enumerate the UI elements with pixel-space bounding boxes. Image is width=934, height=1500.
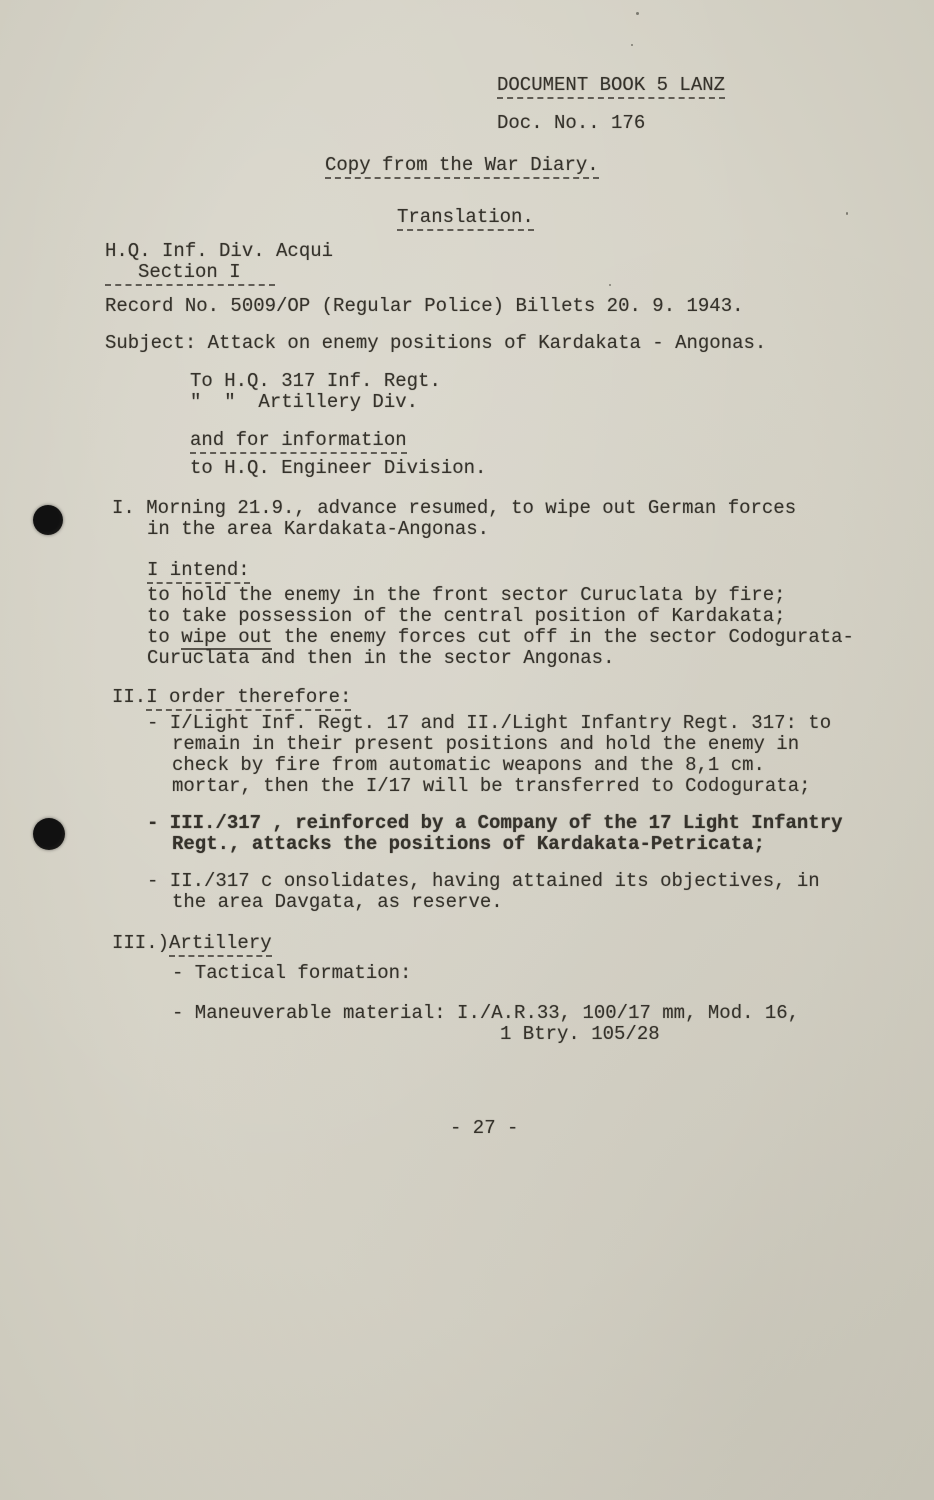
order-item2-line-2: Regt., attacks the positions of Kardakata-Petricata; — [172, 833, 765, 855]
section1-paragraph-line-1: I. Morning 21.9., advance resumed, to wipe out German forces — [112, 497, 797, 519]
org-line: H.Q. Inf. Div. Acqui — [105, 240, 334, 262]
copy-heading — [325, 155, 904, 176]
paper-speck — [636, 12, 639, 15]
order-item3-line-2: the area Davgata, as reserve. — [172, 891, 503, 913]
document-number: Doc. No.. 176 — [497, 112, 646, 134]
addressee-line-2: " " Artillery Div. — [190, 391, 419, 413]
artillery-item-2-line-2: 1 Btry. 105/28 — [500, 1023, 660, 1045]
intend-heading-text: I intend: — [147, 559, 250, 584]
intend-line-3-prefix: to — [147, 626, 182, 648]
section2-heading — [112, 687, 904, 708]
order-item1-line-3: check by fire from automatic weapons and the 8,1 cm. — [172, 754, 765, 776]
order-item1-line-4: mortar, then the I/17 will be transferred to Codogurata; — [172, 775, 811, 797]
addressee-line-1: To H.Q. 317 Inf. Regt. — [190, 370, 441, 392]
page-number: - 27 - — [450, 1117, 519, 1139]
intend-line-3-rest: the enemy forces cut off in the sector Codogurata- — [272, 626, 854, 648]
section2-numeral: II. — [112, 686, 147, 708]
order-item3-line-1: - II./317 c onsolidates, having attained its objectives, in — [147, 870, 820, 892]
document-book-title-text: DOCUMENT BOOK 5 LANZ — [497, 74, 725, 99]
section3-heading — [112, 933, 904, 954]
info-addressee-line: to H.Q. Engineer Division. — [190, 457, 487, 479]
intend-line-1: to hold the enemy in the front sector Curuclata by fire; — [147, 584, 786, 606]
section3-heading-text: Artillery — [169, 932, 272, 957]
artillery-item-1: - Tactical formation: — [172, 962, 412, 984]
artillery-item-2-line-1: - Maneuverable material: I./A.R.33, 100/17 mm, Mod. 16, — [172, 1002, 800, 1024]
paper-speck — [609, 284, 611, 286]
copy-heading-text: Copy from the War Diary. — [325, 154, 599, 179]
section-underline — [105, 262, 275, 286]
section-line-text: Section I — [138, 261, 241, 283]
info-heading — [190, 430, 904, 451]
order-item1-line-1: - I/Light Inf. Regt. 17 and II./Light Infantry Regt. 317: to — [147, 712, 832, 734]
order-item2-line-1: - III./317 , reinforced by a Company of the 17 Light Infantry — [147, 812, 843, 834]
hole-punch-icon — [33, 818, 65, 850]
order-item1-line-2: remain in their present positions and hold the enemy in — [172, 733, 800, 755]
intend-line-4: Curuclata and then in the sector Angonas. — [147, 647, 615, 669]
intend-line-3 — [147, 627, 904, 648]
section1-paragraph-line-2: in the area Kardakata-Angonas. — [147, 518, 490, 540]
intend-line-3-underlined: wipe out — [181, 626, 273, 648]
translation-heading-text: Translation. — [397, 206, 534, 231]
intend-line-2: to take possession of the central position of Kardakata; — [147, 605, 786, 627]
section2-heading-text: I order therefore: — [146, 686, 351, 711]
document-book-title — [497, 75, 904, 96]
section-line — [105, 262, 904, 286]
section3-numeral: III.) — [112, 932, 170, 954]
intend-heading — [147, 560, 904, 581]
paper-speck — [631, 44, 633, 46]
info-heading-text: and for information — [190, 429, 407, 454]
subject-line: Subject: Attack on enemy positions of Kardakata - Angonas. — [105, 332, 767, 354]
paper-speck — [846, 212, 848, 215]
record-line: Record No. 5009/OP (Regular Police) Billets 20. 9. 1943. — [105, 295, 744, 317]
hole-punch-icon — [33, 505, 63, 535]
translation-heading — [397, 207, 904, 228]
